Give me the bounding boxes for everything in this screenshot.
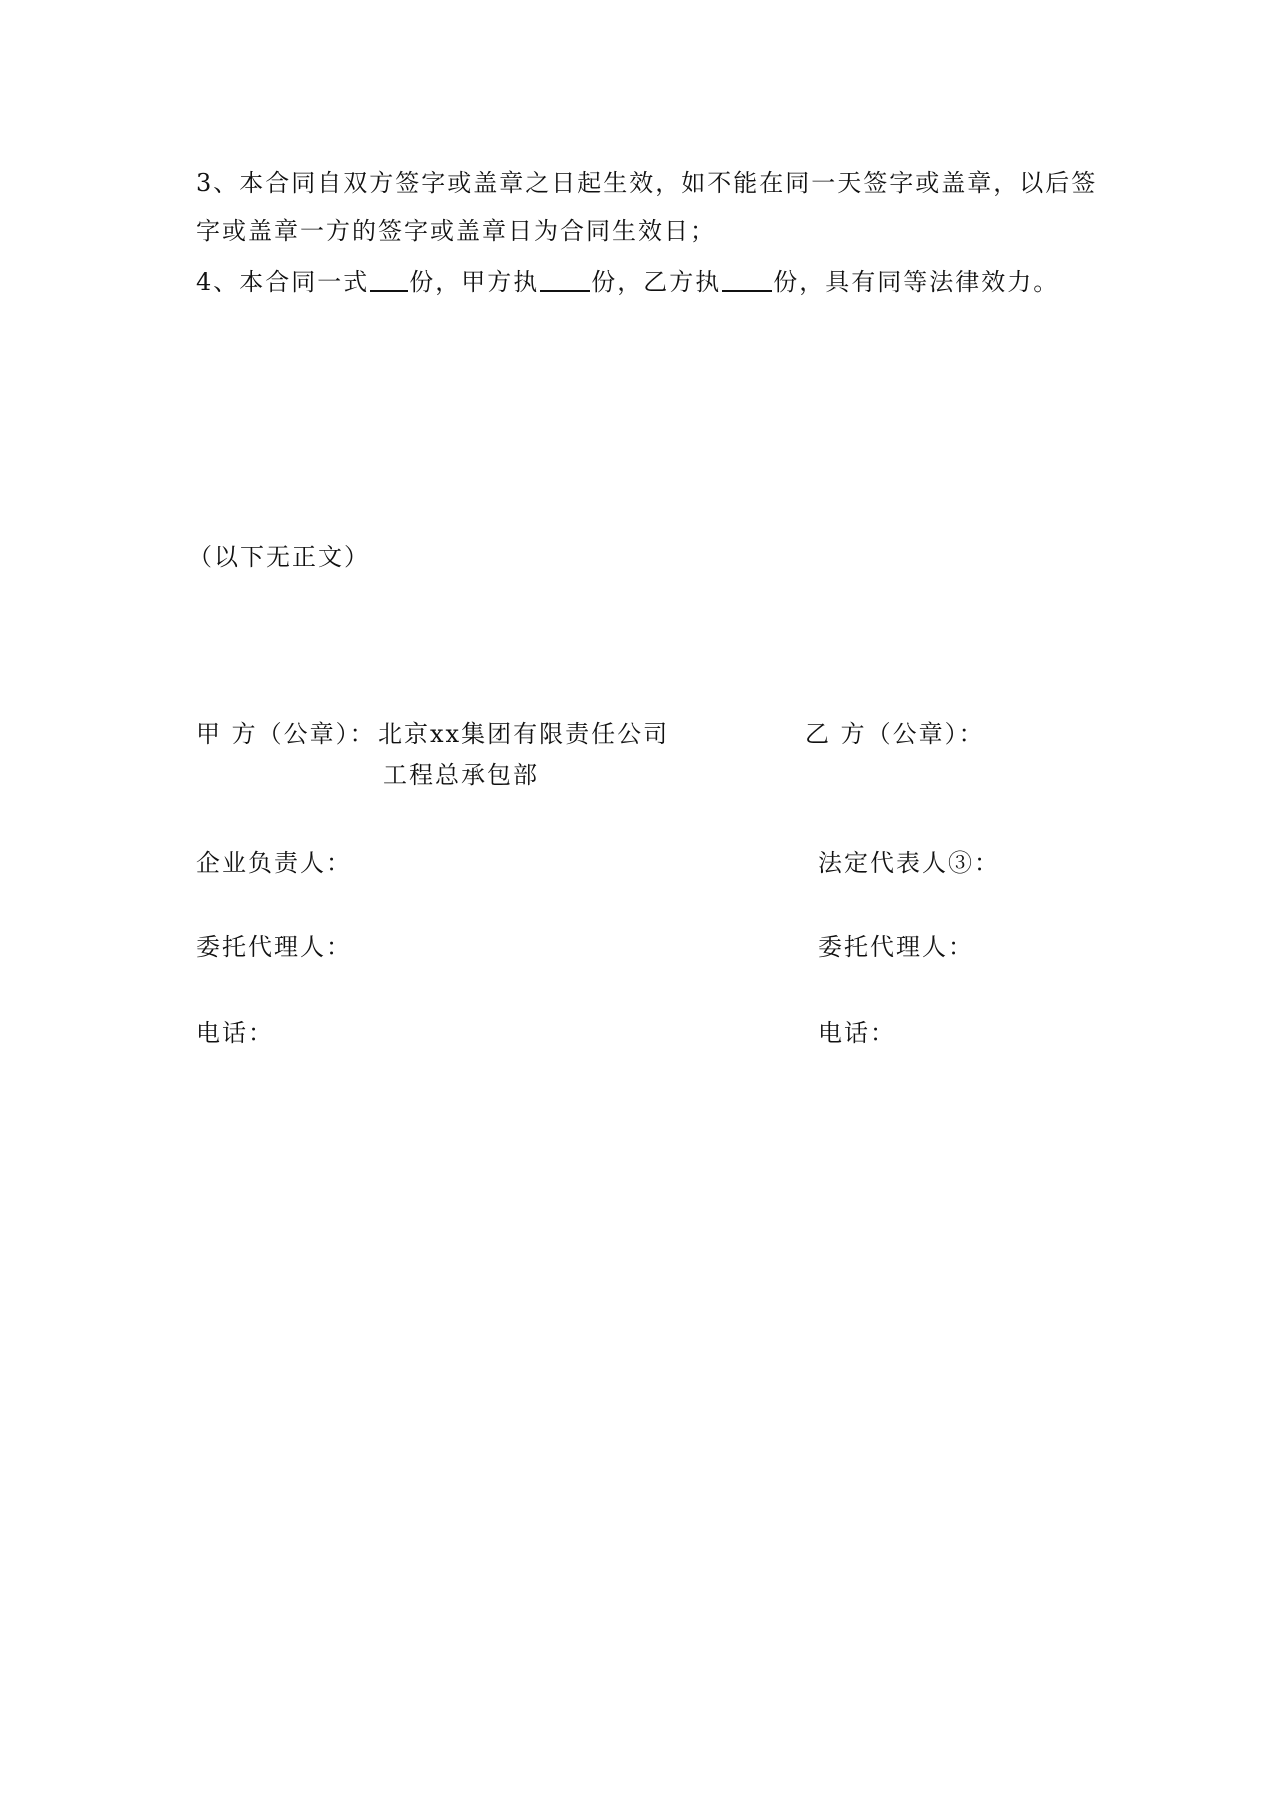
party-a-name-line-1: 北京xx集团有限责任公司 [378, 720, 670, 748]
party-b-label: 乙 方（公章）： [805, 720, 985, 748]
clause-4-part-4: 份，具有同等法律效力。 [773, 268, 1060, 296]
clause-4-part-1: 4、本合同一式 [196, 268, 370, 296]
party-a-responsible-person: 企业负责人： [196, 849, 352, 877]
clause-4-part-3: 份，乙方执 [591, 268, 722, 296]
party-a-label: 甲 方（公章）： [196, 720, 376, 748]
clause-3-line-2: 字或盖章一方的签字或盖章日为合同生效日； [196, 217, 716, 245]
clause-3-line-1: 3、本合同自双方签字或盖章之日起生效，如不能在同一天签字或盖章，以后签 [196, 169, 1098, 197]
party-b-phone: 电话： [818, 1019, 896, 1047]
party-a-name-line-2: 工程总承包部 [383, 761, 539, 789]
party-a-copies-blank [540, 268, 590, 292]
party-b-copies-blank [722, 268, 772, 292]
clause-4 [196, 265, 1059, 299]
copies-total-blank [370, 268, 408, 292]
party-b-legal-rep: 法定代表人③： [818, 849, 1000, 877]
party-b-agent: 委托代理人： [818, 933, 974, 961]
no-text-below-note: （以下无正文） [188, 543, 370, 571]
clause-4-part-2: 份，甲方执 [409, 268, 540, 296]
party-a-phone: 电话： [196, 1019, 274, 1047]
party-a-agent: 委托代理人： [196, 933, 352, 961]
